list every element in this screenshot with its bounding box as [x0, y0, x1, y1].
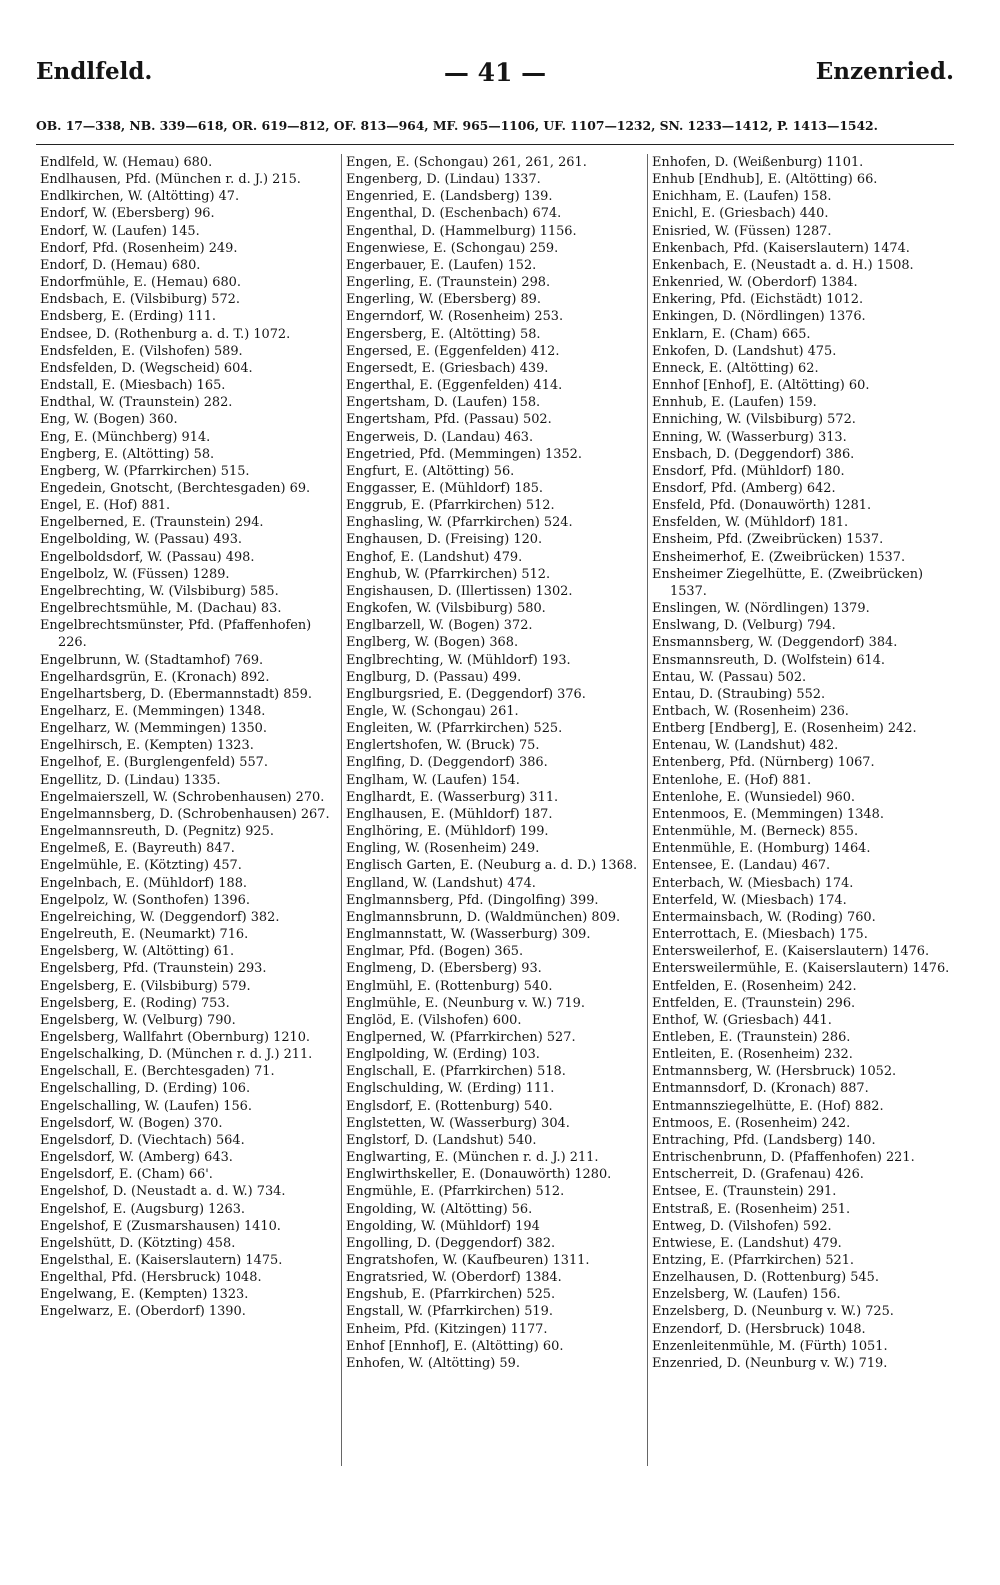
- index-entry: Engelschalking, D. (München r. d. J.) 211.: [40, 1047, 313, 1063]
- index-entry: Engelbolding, W. (Passau) 493.: [40, 532, 243, 548]
- index-entry: Engel, E. (Hof) 881.: [40, 498, 171, 514]
- index-entry: Engelreiching, W. (Deggendorf) 382.: [40, 909, 280, 925]
- index-entry: Entenau, W. (Landshut) 482.: [652, 738, 839, 754]
- index-entry: Englbrechting, W. (Mühldorf) 193.: [346, 652, 571, 668]
- index-entry: Enghub, W. (Pfarrkirchen) 512.: [346, 566, 551, 582]
- index-entry: Englstorf, D. (Landshut) 540.: [346, 1132, 537, 1148]
- index-entry: Endorf, D. (Hemau) 680.: [40, 257, 201, 273]
- index-entry: Enkofen, D. (Landshut) 475.: [652, 343, 837, 359]
- index-entry: Engelsthal, E. (Kaiserslautern) 1475.: [40, 1253, 283, 1268]
- index-entry: Ensheimer Ziegelhütte, E. (Zweibrücken) 1537.: [652, 566, 924, 599]
- index-entry: Ensheimerhof, E. (Zweibrücken) 1537.: [652, 549, 906, 565]
- index-entry: Ensbach, D. (Deggendorf) 386.: [652, 446, 855, 462]
- index-entry: Engersberg, E. (Altötting) 58.: [346, 326, 541, 342]
- index-entry: Entersweilermühle, E. (Kaiserslautern) 1476.: [652, 961, 950, 977]
- index-entry: Enniching, W. (Vilsbiburg) 572.: [652, 412, 856, 428]
- index-entry: Engelpolz, W. (Sonthofen) 1396.: [40, 892, 250, 908]
- index-entry: Enggrub, E. (Pfarrkirchen) 512.: [346, 498, 555, 514]
- index-entry: Englschall, E. (Pfarrkirchen) 518.: [346, 1064, 566, 1080]
- index-entry: Engelshof, E. (Augsburg) 1263.: [40, 1201, 246, 1217]
- index-entry: Ensfelden, W. (Mühldorf) 181.: [652, 515, 849, 531]
- index-entry: Engelhof, E. (Burglengenfeld) 557.: [40, 755, 268, 771]
- index-entry: Engelmannsberg, D. (Schrobenhausen) 267.: [40, 806, 330, 822]
- index-entry: Engelbrechting, W. (Vilsbiburg) 585.: [40, 583, 279, 599]
- index-entry: Engelsberg, Wallfahrt (Obernburg) 1210.: [40, 1029, 311, 1045]
- index-entry: Enggasser, E. (Mühldorf) 185.: [346, 480, 544, 496]
- index-entry: Engelmeß, E. (Bayreuth) 847.: [40, 841, 235, 857]
- index-entry: Engerbauer, E. (Laufen) 152.: [346, 257, 537, 273]
- index-entry: Engen, E. (Schongau) 261, 261, 261.: [346, 155, 587, 170]
- index-entry: Entenlohe, E. (Hof) 881.: [652, 772, 812, 788]
- index-entry: Entraching, Pfd. (Landsberg) 140.: [652, 1132, 876, 1148]
- index-entry: Englsdorf, E. (Rottenburg) 540.: [346, 1098, 553, 1114]
- index-entry: Engelsdorf, W. (Amberg) 643.: [40, 1150, 233, 1166]
- index-entry: Enghasling, W. (Pfarrkirchen) 524.: [346, 515, 573, 531]
- index-entry: Entenlohe, E. (Wunsiedel) 960.: [652, 789, 855, 805]
- index-entry: Endsfelden, E. (Vilshofen) 589.: [40, 343, 243, 359]
- page-number: — 41 —: [443, 58, 547, 87]
- index-entry: Enkenbach, E. (Neustadt a. d. H.) 1508.: [652, 257, 914, 273]
- index-entry: Engelwarz, E. (Oberdorf) 1390.: [40, 1304, 246, 1320]
- index-entry: Endorf, W. (Ebersberg) 96.: [40, 206, 215, 222]
- index-entry: Engelhirsch, E. (Kempten) 1323.: [40, 738, 254, 754]
- index-entry: Engelsberg, E. (Vilsbiburg) 579.: [40, 978, 251, 994]
- index-entry: Englmannsberg, Pfd. (Dingolfing) 399.: [346, 892, 599, 908]
- index-entry: Engerthal, E. (Eggenfelden) 414.: [346, 378, 563, 394]
- index-entry: Endsberg, E. (Erding) 111.: [40, 309, 217, 325]
- index-entry: Enkingen, D. (Nördlingen) 1376.: [652, 309, 866, 325]
- index-entry: Enzelhausen, D. (Rottenburg) 545.: [652, 1270, 879, 1286]
- index-entry: Entleiten, E. (Rosenheim) 232.: [652, 1047, 853, 1063]
- index-entry: Enheim, Pfd. (Kitzingen) 1177.: [346, 1321, 548, 1337]
- index-entry: Englperned, W. (Pfarrkirchen) 527.: [346, 1029, 576, 1045]
- index-entry: Englmühl, E. (Rottenburg) 540.: [346, 978, 553, 994]
- page-header: [36, 58, 954, 98]
- index-entry: Entzing, E. (Pfarrkirchen) 521.: [652, 1253, 855, 1268]
- index-entry: Engelschall, E. (Berchtesgaden) 71.: [40, 1064, 275, 1080]
- index-entry: Endlkirchen, W. (Altötting) 47.: [40, 189, 240, 205]
- index-entry: Engelthal, Pfd. (Hersbruck) 1048.: [40, 1270, 262, 1286]
- index-entry: Enterbach, W. (Miesbach) 174.: [652, 875, 854, 891]
- index-entry: Eng, E. (Münchberg) 914.: [40, 429, 211, 445]
- index-entry: Ensdorf, Pfd. (Mühldorf) 180.: [652, 463, 845, 479]
- index-entry: Engolling, D. (Deggendorf) 382.: [346, 1235, 556, 1251]
- index-entry: Engerndorf, W. (Rosenheim) 253.: [346, 309, 564, 325]
- index-entry: Englham, W. (Laufen) 154.: [346, 772, 520, 788]
- index-entry: Engolding, W. (Mühldorf) 194: [346, 1218, 540, 1234]
- index-entry: Engetried, Pfd. (Memmingen) 1352.: [346, 446, 582, 462]
- index-entry: Endlhausen, Pfd. (München r. d. J.) 215.: [40, 172, 301, 188]
- index-entry: Engersed, E. (Eggenfelden) 412.: [346, 343, 560, 359]
- index-entry: Englhardt, E. (Wasserburg) 311.: [346, 789, 559, 805]
- index-entry: Engberg, W. (Pfarrkirchen) 515.: [40, 463, 250, 479]
- index-entry: Engishausen, D. (Illertissen) 1302.: [346, 583, 573, 599]
- index-entry: Endthal, W. (Traunstein) 282.: [40, 395, 233, 411]
- index-entry: Engelsdorf, W. (Bogen) 370.: [40, 1115, 223, 1131]
- index-entry: Engmühle, E. (Pfarrkirchen) 512.: [346, 1184, 565, 1200]
- index-entry: Enzenleitenmühle, M. (Fürth) 1051.: [652, 1338, 888, 1354]
- index-entry: Enslwang, D. (Velburg) 794.: [652, 618, 836, 634]
- index-entry: Entfelden, E. (Traunstein) 296.: [652, 995, 856, 1011]
- index-entry: Eng, W. (Bogen) 360.: [40, 412, 178, 428]
- index-entry: Enzelsberg, D. (Neunburg v. W.) 725.: [652, 1304, 894, 1320]
- index-entry: Englberg, W. (Bogen) 368.: [346, 635, 519, 651]
- index-entry: Engelschalling, W. (Laufen) 156.: [40, 1098, 252, 1114]
- index-entry: Entscherreit, D. (Grafenau) 426.: [652, 1167, 864, 1183]
- index-entry: Endlfeld, W. (Hemau) 680.: [40, 155, 213, 170]
- index-entry: Engerweis, D. (Landau) 463.: [346, 429, 534, 445]
- index-entry: Enkenried, W. (Oberdorf) 1384.: [652, 275, 858, 291]
- index-entry: Engelsberg, Pfd. (Traunstein) 293.: [40, 961, 267, 977]
- index-entry: Entermainsbach, W. (Roding) 760.: [652, 909, 876, 925]
- index-entry: Engelhardsgrün, E. (Kronach) 892.: [40, 669, 270, 685]
- index-entry: Englmühle, E. (Neunburg v. W.) 719.: [346, 995, 585, 1011]
- index-entry: Engelshof, E (Zusmarshausen) 1410.: [40, 1218, 281, 1234]
- index-entry: Entrischenbrunn, D. (Pfaffenhofen) 221.: [652, 1150, 915, 1166]
- index-entry: Engelboldsdorf, W. (Passau) 498.: [40, 549, 255, 565]
- column-divider: [341, 154, 342, 1466]
- index-entry: Enhub [Endhub], E. (Altötting) 66.: [652, 172, 878, 188]
- index-entry: Enthof, W. (Griesbach) 441.: [652, 1012, 832, 1028]
- column-1: [40, 154, 340, 1321]
- index-entry: Ensmannsberg, W. (Deggendorf) 384.: [652, 635, 898, 651]
- index-entry: Enghof, E. (Landshut) 479.: [346, 549, 523, 565]
- index-entry: Englöd, E. (Vilshofen) 600.: [346, 1012, 522, 1028]
- index-entry: Englpolding, W. (Erding) 103.: [346, 1047, 540, 1063]
- column-3: [652, 154, 952, 1372]
- column-2: [346, 154, 646, 1372]
- index-entry: Entensee, E. (Landau) 467.: [652, 858, 831, 874]
- index-entry: Enterfeld, W. (Miesbach) 174.: [652, 892, 847, 908]
- index-entry: Ensfeld, Pfd. (Donauwörth) 1281.: [652, 498, 872, 514]
- index-entry: Ensheim, Pfd. (Zweibrücken) 1537.: [652, 532, 884, 548]
- index-entry: Enhofen, D. (Weißenburg) 1101.: [652, 155, 864, 170]
- index-entry: Engelmannsreuth, D. (Pegnitz) 925.: [40, 824, 274, 840]
- index-entry: Engellitz, D. (Lindau) 1335.: [40, 772, 221, 788]
- index-entry: Engelschalling, D. (Erding) 106.: [40, 1081, 251, 1097]
- index-entry: Enzelsberg, W. (Laufen) 156.: [652, 1287, 841, 1303]
- index-entry: Englfing, D. (Deggendorf) 386.: [346, 755, 548, 771]
- index-entry: Engelsdorf, E. (Cham) 66'.: [40, 1167, 213, 1183]
- index-entry: Engfurt, E. (Altötting) 56.: [346, 463, 515, 479]
- index-entry: Englhausen, E. (Mühldorf) 187.: [346, 806, 553, 822]
- index-entry: Engenthal, D. (Hammelburg) 1156.: [346, 223, 577, 239]
- index-entry: Englertshofen, W. (Bruck) 75.: [346, 738, 540, 754]
- index-entry: Entbach, W. (Rosenheim) 236.: [652, 704, 849, 719]
- index-entry: Endsee, D. (Rothenburg a. d. T.) 1072.: [40, 326, 291, 342]
- index-entry: Engelharz, W. (Memmingen) 1350.: [40, 721, 267, 737]
- index-entry: Entfelden, E. (Rosenheim) 242.: [652, 978, 857, 994]
- index-entry: Engelhartsberg, D. (Ebermannstadt) 859.: [40, 686, 312, 702]
- index-entry: Engertsham, D. (Laufen) 158.: [346, 395, 541, 411]
- index-entry: Endstall, E. (Miesbach) 165.: [40, 378, 226, 394]
- index-entry: Enzenried, D. (Neunburg v. W.) 719.: [652, 1355, 888, 1371]
- index-entry: Enkenbach, Pfd. (Kaiserslautern) 1474.: [652, 240, 910, 256]
- region-legend: OB. 17—338, NB. 339—618, OR. 619—812, OF. 813—964, MF. 965—1106, UF. 1107—1232, SN. 1233—1412, P. 1413—1542.: [36, 118, 878, 133]
- index-entry: Entau, W. (Passau) 502.: [652, 669, 807, 685]
- index-entry: Engelshütt, D. (Kötzting) 458.: [40, 1235, 236, 1251]
- index-entry: Enisried, W. (Füssen) 1287.: [652, 223, 832, 239]
- index-entry: Engelmühle, E. (Kötzting) 457.: [40, 858, 242, 874]
- index-entry: Engleiten, W. (Pfarrkirchen) 525.: [346, 721, 563, 737]
- header-rule: [36, 144, 954, 145]
- index-entry: Englmeng, D. (Ebersberg) 93.: [346, 961, 542, 977]
- index-entry: Entenmoos, E. (Memmingen) 1348.: [652, 806, 884, 822]
- index-entry: Engelbrechtsmühle, M. (Dachau) 83.: [40, 601, 282, 617]
- index-entry: Engedein, Gnotscht, (Berchtesgaden) 69.: [40, 480, 311, 496]
- index-entry: Enneck, E. (Altötting) 62.: [652, 360, 819, 376]
- index-entry: Englland, W. (Landshut) 474.: [346, 875, 536, 891]
- index-entry: Entleben, E. (Traunstein) 286.: [652, 1029, 851, 1045]
- index-entry: Engle, W. (Schongau) 261.: [346, 704, 519, 719]
- index-entry: Engling, W. (Rosenheim) 249.: [346, 841, 540, 857]
- index-entry: Entmoos, E. (Rosenheim) 242.: [652, 1115, 851, 1131]
- index-entry: Enning, W. (Wasserburg) 313.: [652, 429, 847, 445]
- index-entry: Englwarting, E. (München r. d. J.) 211.: [346, 1150, 599, 1166]
- index-entry: Ensdorf, Pfd. (Amberg) 642.: [652, 480, 836, 496]
- index-entry: Engelsberg, W. (Altötting) 61.: [40, 944, 235, 960]
- index-entry: Engelreuth, E. (Neumarkt) 716.: [40, 927, 249, 943]
- index-entry: Engberg, E. (Altötting) 58.: [40, 446, 215, 462]
- index-entry: Englmannstatt, W. (Wasserburg) 309.: [346, 927, 591, 943]
- header-last-entry: Enzenried.: [815, 58, 954, 85]
- index-entry: Engelsberg, W. (Velburg) 790.: [40, 1012, 236, 1028]
- index-entry: Entwiese, E. (Landshut) 479.: [652, 1235, 842, 1251]
- index-entry: Engenthal, D. (Eschenbach) 674.: [346, 206, 562, 222]
- index-entry: Entersweilerhof, E. (Kaiserslautern) 1476.: [652, 944, 930, 960]
- index-entry: Enklarn, E. (Cham) 665.: [652, 326, 811, 342]
- index-entry: Ennhof [Enhof], E. (Altötting) 60.: [652, 378, 870, 394]
- index-entry: Enkering, Pfd. (Eichstädt) 1012.: [652, 292, 864, 308]
- index-entry: Engelharz, E. (Memmingen) 1348.: [40, 704, 266, 719]
- index-entry: Entmannsdorf, D. (Kronach) 887.: [652, 1081, 869, 1097]
- index-entry: Engelbrunn, W. (Stadtamhof) 769.: [40, 652, 264, 668]
- index-entry: Engersedt, E. (Griesbach) 439.: [346, 360, 549, 376]
- index-entry: Engelsdorf, D. (Viechtach) 564.: [40, 1132, 245, 1148]
- column-divider: [647, 154, 648, 1466]
- index-entry: Englbarzell, W. (Bogen) 372.: [346, 618, 533, 634]
- index-entry: Engkofen, W. (Vilsbiburg) 580.: [346, 601, 546, 617]
- index-entry: Englhöring, E. (Mühldorf) 199.: [346, 824, 549, 840]
- index-entry: Entsee, E. (Traunstein) 291.: [652, 1184, 837, 1200]
- index-entry: Engelmaierszell, W. (Schrobenhausen) 270.: [40, 789, 325, 805]
- index-entry: Endorf, Pfd. (Rosenheim) 249.: [40, 240, 238, 256]
- index-entry: Endorfmühle, E. (Hemau) 680.: [40, 275, 241, 291]
- index-entry: Engenried, E. (Landsberg) 139.: [346, 189, 553, 205]
- index-entry: Enichl, E. (Griesbach) 440.: [652, 206, 829, 222]
- index-entry: Entenmühle, M. (Berneck) 855.: [652, 824, 859, 840]
- index-entry: Entberg [Endberg], E. (Rosenheim) 242.: [652, 721, 917, 737]
- index-entry: Enzendorf, D. (Hersbruck) 1048.: [652, 1321, 866, 1337]
- index-entry: Engelwang, E. (Kempten) 1323.: [40, 1287, 249, 1303]
- index-entry: Enslingen, W. (Nördlingen) 1379.: [652, 601, 870, 617]
- index-entry: Entenberg, Pfd. (Nürnberg) 1067.: [652, 755, 875, 771]
- index-entry: Ennhub, E. (Laufen) 159.: [652, 395, 817, 411]
- index-entry: Engshub, E. (Pfarrkirchen) 525.: [346, 1287, 556, 1303]
- index-entry: Engelnbach, E. (Mühldorf) 188.: [40, 875, 248, 891]
- index-entry: Engelbrechtsmünster, Pfd. (Pfaffenhofen) 226.: [40, 618, 312, 651]
- index-entry: Entmannsziegelhütte, E. (Hof) 882.: [652, 1098, 884, 1114]
- index-entry: Enhof [Ennhof], E. (Altötting) 60.: [346, 1338, 564, 1354]
- index-entry: Entweg, D. (Vilshofen) 592.: [652, 1218, 832, 1234]
- index-entry: Ensmannsreuth, D. (Wolfstein) 614.: [652, 652, 886, 668]
- index-entry: Enghausen, D. (Freising) 120.: [346, 532, 543, 548]
- index-entry: Englmannsbrunn, D. (Waldmünchen) 809.: [346, 909, 621, 925]
- index-entry: Engolding, W. (Altötting) 56.: [346, 1201, 533, 1217]
- index-entry: Englschulding, W. (Erding) 111.: [346, 1081, 555, 1097]
- index-entry: Engelsberg, E. (Roding) 753.: [40, 995, 230, 1011]
- index-entry: Endsbach, E. (Vilsbiburg) 572.: [40, 292, 240, 308]
- index-entry: Englstetten, W. (Wasserburg) 304.: [346, 1115, 570, 1131]
- index-entry: Engelberned, E. (Traunstein) 294.: [40, 515, 264, 531]
- index-entry: Entmannsberg, W. (Hersbruck) 1052.: [652, 1064, 897, 1080]
- index-entry: Engelbolz, W. (Füssen) 1289.: [40, 566, 230, 582]
- index-entry: Engerling, E. (Traunstein) 298.: [346, 275, 551, 291]
- index-entry: Enhofen, W. (Altötting) 59.: [346, 1355, 520, 1371]
- index-entry: Englisch Garten, E. (Neuburg a. d. D.) 1368.: [346, 858, 638, 874]
- index-entry: Engratshofen, W. (Kaufbeuren) 1311.: [346, 1253, 590, 1268]
- index-entry: Engertsham, Pfd. (Passau) 502.: [346, 412, 552, 428]
- index-entry: Engenwiese, E. (Schongau) 259.: [346, 240, 559, 256]
- index-entry: Engelshof, D. (Neustadt a. d. W.) 734.: [40, 1184, 286, 1200]
- index-entry: Enterrottach, E. (Miesbach) 175.: [652, 927, 868, 943]
- index-entry: Entau, D. (Straubing) 552.: [652, 686, 826, 702]
- index-entry: Engratsried, W. (Oberdorf) 1384.: [346, 1270, 562, 1286]
- index-entry: Endsfelden, D. (Wegscheid) 604.: [40, 360, 253, 376]
- index-entry: Entstraß, E. (Rosenheim) 251.: [652, 1201, 851, 1217]
- index-entry: Entenmühle, E. (Homburg) 1464.: [652, 841, 871, 857]
- index-entry: Enichham, E. (Laufen) 158.: [652, 189, 832, 205]
- index-entry: Englburgsried, E. (Deggendorf) 376.: [346, 686, 586, 702]
- header-first-entry: Endlfeld.: [36, 58, 153, 85]
- index-entry: Engerling, W. (Ebersberg) 89.: [346, 292, 541, 308]
- index-entry: Englwirthskeller, E. (Donauwörth) 1280.: [346, 1167, 612, 1183]
- index-entry: Englmar, Pfd. (Bogen) 365.: [346, 944, 524, 960]
- index-entry: Endorf, W. (Laufen) 145.: [40, 223, 200, 239]
- index-entry: Engenberg, D. (Lindau) 1337.: [346, 172, 541, 188]
- index-entry: Englburg, D. (Passau) 499.: [346, 669, 522, 685]
- index-entry: Engstall, W. (Pfarrkirchen) 519.: [346, 1304, 553, 1320]
